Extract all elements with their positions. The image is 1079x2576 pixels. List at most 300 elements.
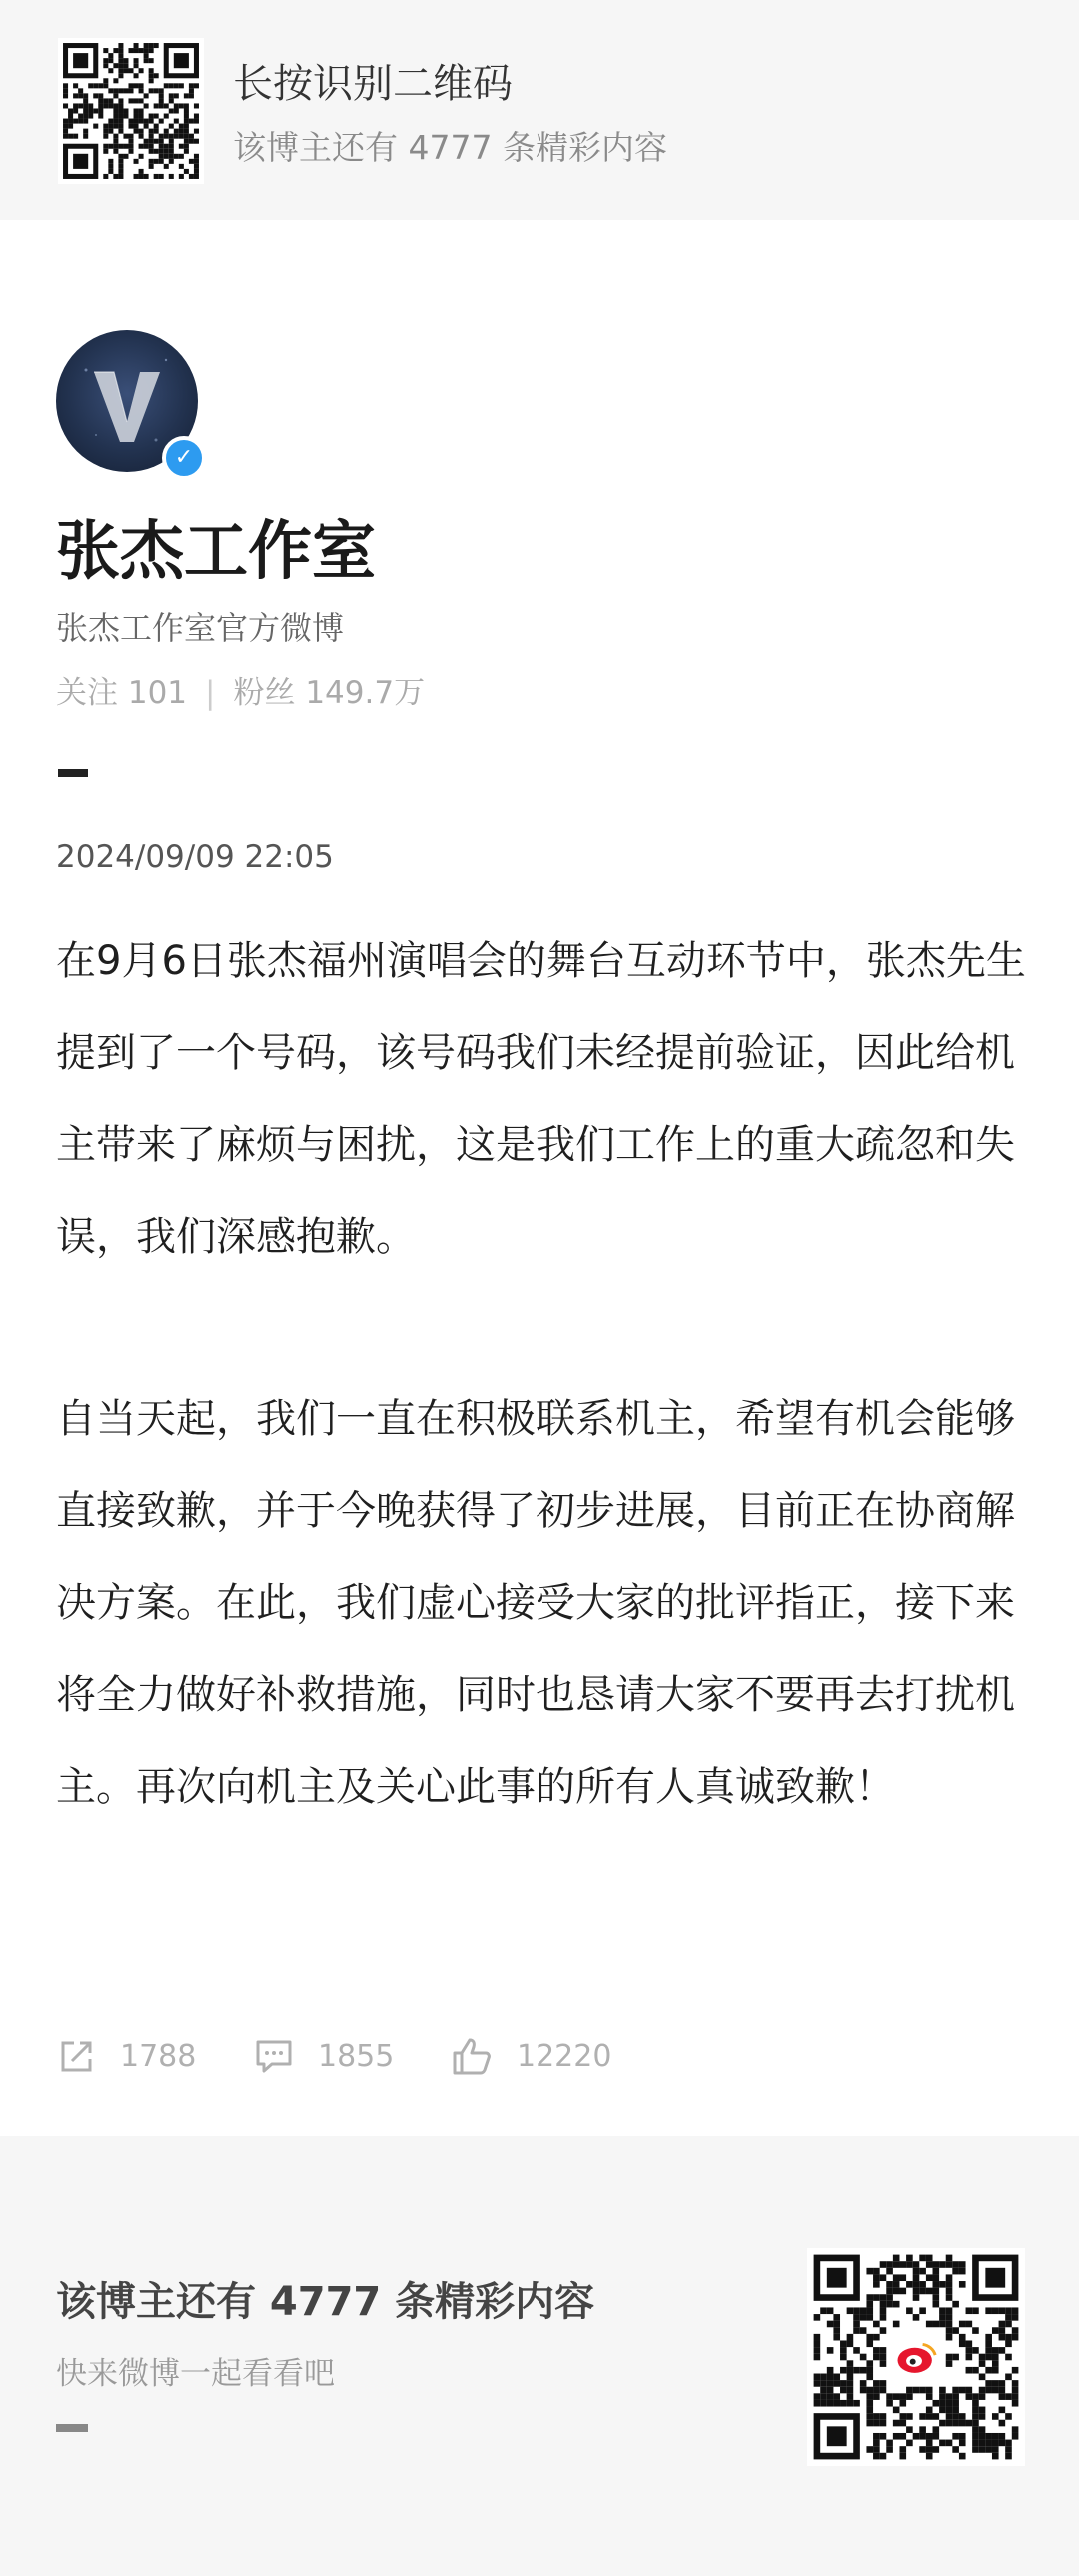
qr-module <box>164 83 169 88</box>
qr-module <box>194 103 199 108</box>
qr-banner-subtitle: 该博主还有 4777 条精彩内容 <box>233 128 667 167</box>
stats-separator: | <box>205 675 216 711</box>
qr-module <box>999 2420 1006 2427</box>
qr-module <box>194 114 199 119</box>
comment-icon <box>254 2037 294 2075</box>
qr-module <box>159 103 164 108</box>
qr-module <box>992 2360 999 2367</box>
qr-module <box>952 2433 959 2440</box>
qr-module <box>880 2360 887 2367</box>
qr-module <box>966 2367 973 2374</box>
qr-module <box>959 2387 966 2394</box>
qr-module <box>149 149 154 154</box>
qr-module <box>118 43 123 48</box>
qr-module <box>1005 2374 1012 2381</box>
qr-module <box>933 2274 940 2281</box>
qr-module <box>926 2321 933 2328</box>
qr-module <box>194 83 199 88</box>
qr-module <box>999 2334 1006 2341</box>
qr-module <box>899 2261 906 2268</box>
qr-module <box>939 2314 946 2321</box>
qr-module <box>946 2407 953 2414</box>
qr-module <box>189 88 194 93</box>
qr-module <box>906 2307 913 2314</box>
qr-module <box>873 2334 880 2341</box>
qr-module <box>833 2334 840 2341</box>
qr-module <box>113 103 118 108</box>
qr-module <box>873 2380 880 2387</box>
qr-module <box>169 134 174 139</box>
qr-module <box>169 149 174 154</box>
qr-module <box>1005 2453 1012 2460</box>
qr-module <box>979 2354 986 2361</box>
qr-module <box>108 159 113 164</box>
qr-module <box>913 2274 920 2281</box>
qr-module <box>873 2294 880 2301</box>
qr-module <box>866 2446 873 2453</box>
qr-module <box>992 2453 999 2460</box>
repost-icon <box>58 2037 96 2075</box>
qr-module <box>189 83 194 88</box>
qr-module <box>933 2413 940 2420</box>
qr-module <box>154 149 159 154</box>
qr-module <box>985 2354 992 2361</box>
qr-module <box>827 2367 834 2374</box>
qr-module <box>144 48 149 53</box>
qr-module <box>164 103 169 108</box>
qr-module <box>866 2307 873 2314</box>
qr-module <box>184 149 189 154</box>
qr-module <box>860 2314 867 2321</box>
qr-module <box>78 119 83 124</box>
qr-module <box>73 108 78 113</box>
qr-module <box>83 114 88 119</box>
qr-module <box>134 63 139 68</box>
qr-module <box>946 2321 953 2328</box>
qr-module <box>108 129 113 134</box>
qr-module <box>952 2354 959 2361</box>
qr-module <box>899 2413 906 2420</box>
qr-module <box>866 2301 873 2308</box>
qr-module <box>1005 2446 1012 2453</box>
qr-module <box>847 2374 854 2381</box>
qr-module <box>999 2387 1006 2394</box>
qr-module <box>123 58 128 63</box>
qr-module <box>886 2294 893 2301</box>
qr-module <box>68 108 73 113</box>
qr-code-large[interactable] <box>807 2248 1025 2466</box>
qr-module <box>113 114 118 119</box>
qr-module <box>184 114 189 119</box>
qr-module <box>939 2321 946 2328</box>
qr-module <box>919 2387 926 2394</box>
qr-module <box>906 2261 913 2268</box>
qr-module <box>866 2340 873 2347</box>
qr-module <box>88 108 93 113</box>
qr-module <box>123 63 128 68</box>
qr-module <box>933 2400 940 2407</box>
qr-module <box>952 2393 959 2400</box>
qr-module <box>118 169 123 174</box>
qr-module <box>946 2261 953 2268</box>
qr-module <box>966 2307 973 2314</box>
qr-module <box>946 2360 953 2367</box>
qr-module <box>128 83 133 88</box>
qr-module <box>159 159 164 164</box>
like-icon <box>451 2036 493 2076</box>
qr-module <box>926 2393 933 2400</box>
qr-module <box>184 119 189 124</box>
repost-button[interactable] <box>58 2026 196 2086</box>
qr-module <box>933 2426 940 2433</box>
profile-bio: 张杰工作室官方微博 <box>56 609 345 646</box>
qr-module <box>98 93 103 98</box>
qr-module <box>933 2301 940 2308</box>
qr-module <box>159 144 164 149</box>
qr-module <box>919 2288 926 2295</box>
qr-module <box>103 63 108 68</box>
qr-module <box>108 169 113 174</box>
qr-module <box>946 2354 953 2361</box>
qr-module <box>933 2268 940 2275</box>
qr-module <box>144 174 149 179</box>
qr-module <box>73 93 78 98</box>
qr-module <box>893 2301 900 2308</box>
qr-module <box>174 103 179 108</box>
qr-module <box>113 63 118 68</box>
qr-module <box>139 119 144 124</box>
qr-module <box>820 2387 827 2394</box>
qr-module <box>972 2446 979 2453</box>
qr-module <box>93 83 98 88</box>
qr-module <box>139 129 144 134</box>
qr-module <box>959 2453 966 2460</box>
qr-module <box>1005 2440 1012 2447</box>
qr-module <box>179 124 184 129</box>
qr-module <box>139 98 144 103</box>
qr-module <box>179 154 184 159</box>
qr-module <box>860 2327 867 2334</box>
qr-module <box>886 2440 893 2447</box>
qr-module <box>118 124 123 129</box>
qr-module <box>144 93 149 98</box>
qr-module <box>118 144 123 149</box>
qr-module <box>820 2393 827 2400</box>
qr-module <box>103 83 108 88</box>
qr-module <box>886 2288 893 2295</box>
qr-module <box>139 88 144 93</box>
qr-module <box>847 2380 854 2387</box>
qr-module <box>959 2268 966 2275</box>
qr-module <box>169 154 174 159</box>
qr-module <box>946 2281 953 2288</box>
qr-module <box>123 144 128 149</box>
qr-module <box>933 2261 940 2268</box>
qr-module <box>128 124 133 129</box>
qr-module <box>184 93 189 98</box>
qr-module <box>189 174 194 179</box>
qr-module <box>123 114 128 119</box>
qr-module <box>820 2400 827 2407</box>
qr-module <box>933 2281 940 2288</box>
qr-module <box>134 119 139 124</box>
qr-module <box>159 98 164 103</box>
qr-module <box>189 134 194 139</box>
qr-module <box>169 124 174 129</box>
qr-module <box>123 68 128 73</box>
qr-module <box>154 103 159 108</box>
bottom-banner-subtitle: 快来微博一起看看吧 <box>56 2356 335 2392</box>
profile-stats <box>56 667 425 712</box>
qr-module <box>873 2440 880 2447</box>
qr-module <box>959 2433 966 2440</box>
qr-module <box>83 93 88 98</box>
qr-module <box>164 134 169 139</box>
qr-module <box>952 2446 959 2453</box>
qr-module <box>113 124 118 129</box>
qr-module <box>118 114 123 119</box>
qr-module <box>169 98 174 103</box>
qr-module <box>118 68 123 73</box>
qr-module <box>123 154 128 159</box>
qr-module <box>985 2334 992 2341</box>
qr-module <box>78 103 83 108</box>
qr-module <box>952 2400 959 2407</box>
qr-module <box>108 58 113 63</box>
qr-module <box>128 119 133 124</box>
qr-module <box>179 129 184 134</box>
qr-module <box>103 149 108 154</box>
qr-module <box>149 159 154 164</box>
qr-module <box>149 164 154 169</box>
qr-module <box>63 88 68 93</box>
qr-module <box>128 48 133 53</box>
qr-module <box>118 119 123 124</box>
qr-module <box>999 2307 1006 2314</box>
qr-module <box>118 103 123 108</box>
qr-module <box>118 159 123 164</box>
qr-module <box>149 58 154 63</box>
qr-module <box>103 48 108 53</box>
qr-module <box>1012 2400 1019 2407</box>
qr-module <box>814 2340 821 2347</box>
qr-module <box>866 2268 873 2275</box>
qr-module <box>866 2407 873 2414</box>
qr-module <box>999 2407 1006 2414</box>
qr-module <box>134 83 139 88</box>
qr-module <box>118 53 123 58</box>
qr-module <box>179 134 184 139</box>
qr-module <box>833 2327 840 2334</box>
qr-module <box>926 2407 933 2414</box>
qr-module <box>164 164 169 169</box>
qr-module <box>164 149 169 154</box>
qr-code-small[interactable] <box>58 38 204 184</box>
qr-module <box>1012 2380 1019 2387</box>
qr-module <box>899 2420 906 2427</box>
qr-module <box>98 114 103 119</box>
qr-module <box>880 2301 887 2308</box>
qr-module <box>73 134 78 139</box>
qr-module <box>1012 2387 1019 2394</box>
qr-module <box>992 2446 999 2453</box>
qr-module <box>913 2268 920 2275</box>
qr-module <box>827 2400 834 2407</box>
qr-module <box>999 2433 1006 2440</box>
qr-module <box>194 169 199 174</box>
qr-module <box>144 144 149 149</box>
qr-module <box>164 114 169 119</box>
qr-module <box>866 2360 873 2367</box>
qr-module <box>113 108 118 113</box>
qr-module <box>63 134 68 139</box>
followers-count[interactable]: 粉丝 149.7万 <box>233 675 426 711</box>
qr-module <box>189 159 194 164</box>
qr-module <box>159 154 164 159</box>
qr-module <box>853 2321 860 2328</box>
qr-module <box>899 2274 906 2281</box>
qr-module <box>154 129 159 134</box>
qr-module <box>840 2354 847 2361</box>
qr-module <box>985 2367 992 2374</box>
qr-module <box>899 2453 906 2460</box>
qr-module <box>979 2360 986 2367</box>
qr-module <box>972 2307 979 2314</box>
qr-module <box>113 48 118 53</box>
qr-module <box>149 78 154 83</box>
qr-module <box>154 159 159 164</box>
qr-module <box>847 2393 854 2400</box>
qr-module <box>159 174 164 179</box>
qr-module <box>979 2433 986 2440</box>
qr-module <box>144 43 149 48</box>
qr-module <box>814 2334 821 2341</box>
qr-module <box>847 2400 854 2407</box>
comment-button[interactable] <box>254 2026 394 2086</box>
qr-module <box>847 2334 854 2341</box>
like-count: 12220 <box>517 2038 612 2074</box>
qr-module <box>913 2261 920 2268</box>
qr-module <box>118 154 123 159</box>
qr-module <box>873 2420 880 2427</box>
qr-module <box>1005 2334 1012 2341</box>
qr-module <box>886 2281 893 2288</box>
qr-module <box>103 174 108 179</box>
qr-module <box>913 2314 920 2321</box>
following-count[interactable]: 关注 101 <box>56 675 188 711</box>
qr-module <box>999 2347 1006 2354</box>
qr-module <box>860 2387 867 2394</box>
qr-module <box>179 164 184 169</box>
qr-module <box>860 2307 867 2314</box>
qr-module <box>113 149 118 154</box>
qr-module <box>134 58 139 63</box>
qr-module <box>149 119 154 124</box>
qr-module <box>827 2347 834 2354</box>
post-date: 2024/09/09 22:05 <box>56 839 334 875</box>
qr-module <box>906 2393 913 2400</box>
qr-module <box>946 2413 953 2420</box>
qr-module <box>939 2400 946 2407</box>
qr-module <box>913 2288 920 2295</box>
qr-module <box>946 2327 953 2334</box>
like-button[interactable] <box>451 2026 611 2086</box>
qr-module <box>159 134 164 139</box>
qr-module <box>149 43 154 48</box>
qr-module <box>88 83 93 88</box>
qr-module <box>939 2307 946 2314</box>
qr-module <box>933 2446 940 2453</box>
qr-module <box>1012 2307 1019 2314</box>
qr-module <box>853 2314 860 2321</box>
qr-module <box>946 2440 953 2447</box>
qr-module <box>128 144 133 149</box>
qr-module <box>966 2340 973 2347</box>
qr-module <box>972 2347 979 2354</box>
qr-module <box>979 2407 986 2414</box>
qr-module <box>985 2347 992 2354</box>
qr-module <box>128 134 133 139</box>
qr-module <box>1012 2327 1019 2334</box>
qr-module <box>1005 2307 1012 2314</box>
qr-module <box>149 144 154 149</box>
qr-module <box>985 2380 992 2387</box>
qr-module <box>108 88 113 93</box>
qr-module <box>833 2380 840 2387</box>
qr-module <box>847 2360 854 2367</box>
qr-module <box>128 88 133 93</box>
qr-module <box>992 2433 999 2440</box>
qr-module <box>893 2274 900 2281</box>
qr-module <box>144 124 149 129</box>
qr-module <box>134 159 139 164</box>
qr-module <box>946 2334 953 2341</box>
qr-module <box>63 93 68 98</box>
comment-count: 1855 <box>318 2038 395 2074</box>
qr-module <box>149 114 154 119</box>
qr-module <box>926 2446 933 2453</box>
qr-module <box>979 2387 986 2394</box>
profile-name[interactable]: 张杰工作室 <box>56 515 376 589</box>
qr-module <box>933 2433 940 2440</box>
qr-module <box>880 2433 887 2440</box>
qr-module <box>184 139 189 144</box>
qr-module <box>179 103 184 108</box>
repost-count: 1788 <box>120 2038 197 2074</box>
qr-module <box>103 98 108 103</box>
qr-module <box>63 124 68 129</box>
qr-module <box>992 2327 999 2334</box>
qr-module <box>866 2413 873 2420</box>
qr-module <box>999 2327 1006 2334</box>
qr-module <box>959 2413 966 2420</box>
qr-module <box>880 2387 887 2394</box>
qr-module <box>866 2294 873 2301</box>
qr-module <box>893 2407 900 2414</box>
qr-module <box>174 129 179 134</box>
qr-module <box>78 114 83 119</box>
qr-module <box>952 2413 959 2420</box>
qr-module <box>880 2413 887 2420</box>
qr-module <box>847 2387 854 2394</box>
qr-module <box>83 108 88 113</box>
qr-module <box>93 93 98 98</box>
qr-module <box>149 139 154 144</box>
qr-module <box>118 48 123 53</box>
qr-module <box>926 2413 933 2420</box>
qr-module <box>919 2446 926 2453</box>
qr-module <box>139 48 144 53</box>
